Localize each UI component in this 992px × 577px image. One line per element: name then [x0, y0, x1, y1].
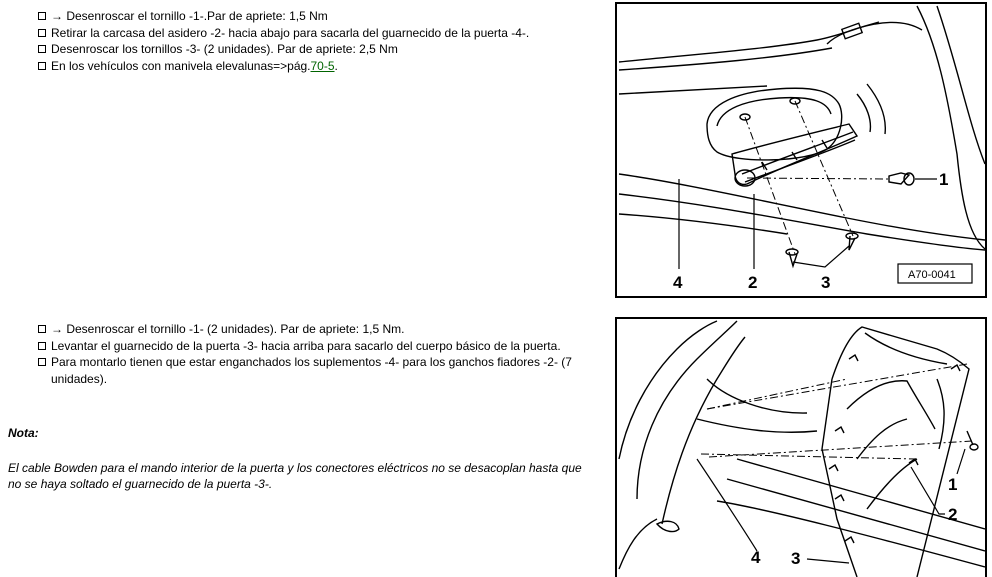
- callout-3: 3: [821, 273, 831, 292]
- checkbox-bullet-icon: [38, 62, 46, 70]
- callout-4: 4: [751, 548, 761, 567]
- callout-2: 2: [748, 273, 758, 292]
- page-reference-link[interactable]: 70-5: [310, 58, 335, 73]
- checkbox-bullet-icon: [38, 29, 46, 37]
- callout-1: 1: [939, 170, 949, 189]
- checkbox-bullet-icon: [38, 45, 46, 53]
- instruction-step: [38, 25, 598, 42]
- callout-4: 4: [673, 273, 683, 292]
- checkbox-bullet-icon: [38, 358, 46, 366]
- note-text: El cable Bowden para el mando interior de la puerta y los conectores eléctricos no se desacoplan hasta que no se haya soltado el guarnecido de la puerta -3-.: [8, 461, 582, 491]
- figure-door-trim: [615, 317, 987, 577]
- step-text: Levantar el guarnecido de la puerta -3- hacia arriba para sacarlo del cuerpo básico de la puerta.: [51, 338, 561, 353]
- figure-code: A70-0041: [908, 269, 956, 281]
- step-text-end: .: [334, 58, 338, 73]
- instruction-step: [38, 58, 598, 75]
- step-text: En los vehículos con manivela elevalunas=>pág.: [51, 58, 311, 73]
- handle-housing-drawing: [617, 4, 985, 296]
- instruction-step: [38, 8, 598, 25]
- instruction-list-2: [38, 321, 593, 387]
- door-trim-drawing: [617, 319, 985, 577]
- instruction-step: [38, 41, 598, 58]
- instruction-step: [38, 321, 593, 338]
- instruction-list-1: [38, 8, 598, 74]
- checkbox-bullet-icon: [38, 325, 46, 333]
- step-text: Retirar la carcasa del asidero -2- hacia abajo para sacarla del guarnecido de la puerta -4-.: [51, 25, 530, 40]
- step-text: → Desenroscar el tornillo -1-.Par de apriete: 1,5 Nm: [51, 9, 328, 23]
- checkbox-bullet-icon: [38, 342, 46, 350]
- step-text: → Desenroscar el tornillo -1- (2 unidades). Par de apriete: 1,5 Nm.: [51, 322, 405, 336]
- checkbox-bullet-icon: [38, 12, 46, 20]
- note-title: Nota:: [8, 426, 39, 440]
- instruction-step: [38, 354, 593, 387]
- step-text: Desenroscar los tornillos -3- (2 unidades). Par de apriete: 2,5 Nm: [51, 42, 398, 56]
- callout-3: 3: [791, 549, 801, 568]
- step-text: Para montarlo tienen que estar enganchados los suplementos -4- para los ganchos fiadores -2- (7 unidades).: [51, 355, 572, 386]
- figure-handle-housing: [615, 2, 987, 298]
- instruction-step: [38, 338, 593, 355]
- callout-2: 2: [948, 505, 958, 524]
- callout-1: 1: [948, 475, 958, 494]
